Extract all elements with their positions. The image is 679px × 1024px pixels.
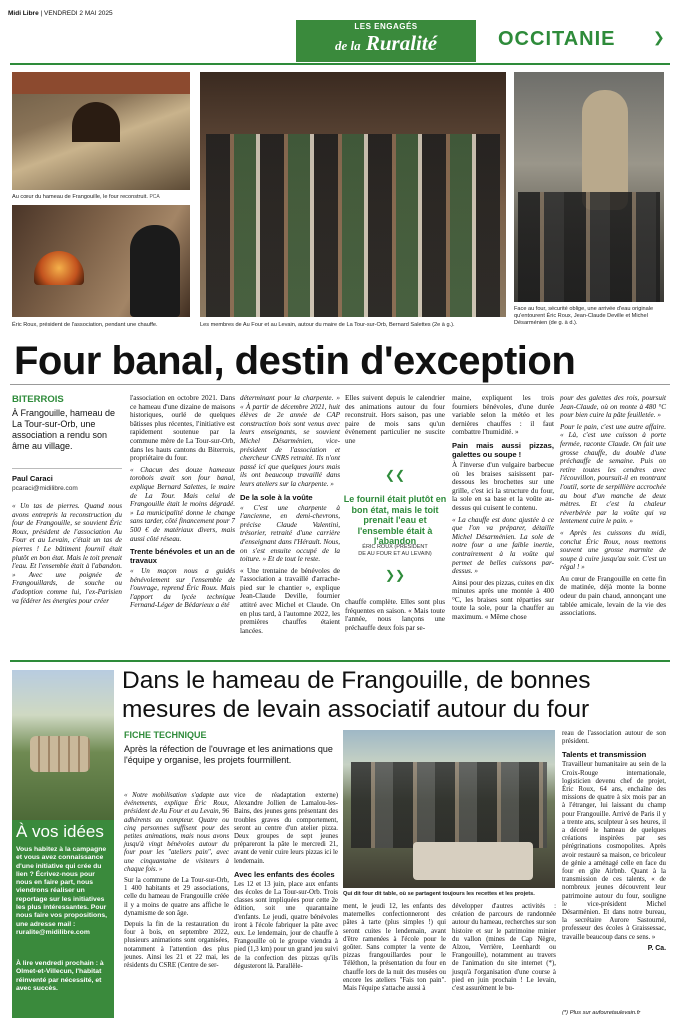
a2-col1-p3: Depuis la fin de la restauration du four à bois, en septembre 2022, plusieurs animations sont organisées, notamment à l'attention des plus jeunes. Ainsi les 21 et 22 mai, les résidents du CSRE (Centre de ser- — [124, 921, 229, 970]
oven-arch — [72, 102, 120, 142]
caption-photo1 — [12, 194, 192, 201]
col2-p3: « Un maçon nous a guidés bénévolement sur l'ensemble de l'ouvrage, reprend Éric Roux. Mais l'apport du lycée technique Fernand-Léger de Bédarieux a été — [130, 567, 235, 610]
col3-subhead: De la sole à la voûte — [240, 492, 313, 502]
article1-title: Four banal, destin d'exception — [14, 339, 576, 383]
col4-p1: Elles suivent depuis le calendrier des animations autour du four reconstruit. Hors saison, pas une paire de mois sans qu'un évènement particulier ne suscite une — [345, 394, 445, 445]
col2-p2: « Chacun des douze hameaux torobois avait son four banal, explique Bernard Salettes, le maire de La Tour. Mais celui de Frangouille était le moins dégradé. » La municipalité donne le change sans tarder, côté financement pour 7 500 € de matériaux divers, mais aussi côté réseau. — [130, 465, 235, 543]
village-houses — [30, 736, 90, 772]
col3-p2: « C'est une charpente à l'ancienne, en demi-chevrons, précise Claude Valentini, trésorier, retraité d'une carrière d'enseignant dans l'Hérault. Nous, on s'est ensuite occupé de la toiture. » Et de tout le reste. — [240, 503, 340, 564]
caption-photo2: Éric Roux, président de l'association, pendant une chauffe. — [12, 322, 158, 328]
article1-lede: À Frangouille, hameau de La Tour-sur-Orb, une association a rendu son âme au village. — [12, 408, 116, 451]
article1-col1 — [12, 502, 122, 608]
sidebar-text: Vous habitez à la campagne et vous avez connaissance d'une initiative qui crée du lien ? Écrivez-nous pour nous en faire part, nous viendrons réaliser un reportage sur les initiatives les plus intéressantes. Pour nous faire vos propositions, une adresse mail : ruralite@midilibre.com — [16, 846, 108, 936]
sidebar-next: À lire vendredi prochain : à Olmet-et-Villecun, l'habitat réinventé par nécessité, et avec succès. — [16, 960, 104, 992]
article1-col6 — [560, 394, 666, 621]
issue-date: VENDREDI 2 MAI 2025 — [44, 10, 113, 17]
sep: | — [40, 10, 45, 17]
a2-col5-sign: P. Ca. — [647, 944, 666, 952]
a2-col5-p2: Travailleur humanitaire au sein de la Croix-Rouge internationale, logisticien devenu chef de projet, Éric Roux, 64 ans, enchaîne des missions de quatre à six mois par an à l'étranger, lui laissant du champ pour Frangouille. Arrivé de Paris il y a trente ans, sculpteur à ses heures, il a décoré le hameau de quelques créations inspirées par ses pérégrinations cosmopolites. Après avoir restauré sa maison, ce bricoleur de génie a aménagé celle en face du four en gîte Airbnb. Quant à la transmission de ces talents, « de nombreux jeunes découvrent leur patrimoine autour du four, souligne le vice-président Michel Désarménien. Et dans notre bureau, la secrétaire Aurore Sastourné, professeur des écoles à Graissessac, travaille beaucoup dans ce sens. » — [562, 761, 666, 941]
col4-p2: chauffe complète. Elles sont plus fréquentes en saison. « Mais toute l'année, nous lançons une préchauffe deux fois par se- — [345, 598, 445, 632]
article2-kicker: FICHE TECHNIQUE — [124, 730, 207, 740]
col2-subhead: Trente bénévoles et un an de travaux — [130, 547, 235, 566]
region-arrow-icon: ❯ — [653, 29, 665, 45]
caption-table: Qui dit four dit table, où se partagent toujours les recettes et les projets. — [343, 891, 535, 897]
article1-email[interactable]: pcaraci@midilibre.com — [12, 485, 78, 492]
sidebar-village-photo — [12, 670, 114, 820]
col6-p4: Au cœur de Frangouille en cette fin de matinée, déjà monte la bonne odeur du pain chaud, annonçant une tablée amicale, levain de la vie des associations. — [560, 574, 666, 618]
caption-photo4: Face au four, sécurité oblige, une arrivée d'eau originale qu'entourent Éric Roux, Jean-Claude Deville et Michel Désarménien (de g. à d.). — [514, 306, 654, 326]
person-silhouette — [130, 225, 180, 317]
article1-col2 — [130, 394, 235, 613]
article1-col4-top — [345, 394, 445, 449]
logo-de-la: de la — [334, 38, 361, 53]
group-people — [206, 134, 500, 317]
col5-p1: maine, expliquent les trois fourniers bénévoles, d'une durée variable selon la météo et les dernières chauffes : il faut combattre l'humidité. » — [452, 394, 554, 437]
col5-subhead: Pain mais aussi pizzas, galettes ou soupe ! — [452, 440, 554, 459]
pullquote-source — [343, 544, 447, 557]
col6-p3: « Après les cuissons du midi, conclut Éric Roux, nous mettons souvent une grosse marmite de soupe à cuire jusqu'au soir. C'est un régal ! » — [560, 528, 666, 572]
article1-col3 — [240, 394, 340, 638]
a2-col2-subhead: Avec les enfants des écoles — [234, 869, 335, 879]
a2-col2-p2: Les 12 et 13 juin, place aux enfants des écoles de La Tour-sur-Orb. Trois classes sont impliquées pour cette 2e édition, soit une quarantaine d'enfants. Le jeudi, quatre bénévoles iront à l'école fabriquer la pâte avec eux. Le lendemain, jour de chauffe à Frangouille où le groupe viendra à pied (1,3 km) pour un grand jeu suivi de la confection des pizzas qu'ils dégusteront là. Parallèle- — [234, 880, 338, 970]
article2-footnote[interactable]: (*) Plus sur aufouretaulevain.fr — [562, 1010, 641, 1016]
section-divider — [10, 660, 670, 662]
pullquote: Le fournil était plutôt en bon état, mais le toit prenait l'eau et l'ensemble était à l'abandon — [343, 494, 447, 546]
article1-author: Paul Caraci — [12, 474, 53, 483]
caption-photo3: Les membres de Au Four et au Levain, autour du maire de La Tour-sur-Orb, Bernard Salettes (2e à g.). — [200, 322, 455, 328]
caption1-text: Au cœur du hameau de Frangouille, le four reconstruit. — [12, 194, 148, 200]
logo-main: Ruralité — [365, 31, 438, 55]
pullquote-arrow2-icon: ❯❯ — [385, 568, 406, 582]
header-rule — [10, 63, 670, 65]
article2-col2 — [234, 792, 338, 974]
article1-kicker: BITERROIS — [12, 394, 64, 405]
a2-col1-p2: Sur la commune de La Tour-sur-Orb, 1 400 habitants et 29 associations, celle du hameau de Frangouille créée il y a moins de quatre ans affiche le dynamisme de son âge. — [124, 877, 229, 917]
article2-col1 — [124, 792, 229, 973]
pullquote-src1: ÉRIC ROUX (PRÉSIDENT — [362, 544, 428, 550]
photo-arrivee-eau — [514, 72, 664, 302]
article1-col5 — [452, 394, 554, 625]
col6-p1: pour des galettes des rois, poursuit Jean-Claude, où on monte à 480 °C pour bien cuire la pâte feuilletée. » — [560, 394, 666, 420]
a2-col5-subhead: Talents et transmission — [562, 750, 647, 760]
a2-col3-p1: ment, le jeudi 12, les enfants des maternelles confectionneront des pâtes à tarte (plus simples !) qui seront cuites le lendemain, avant d'être ramenées à l'école pour le goûter. Sans compter la vente de pizzas frangouillardes pour le Téléthon, la présentation du four en chauffe lors de la nuit des musées ou encore les ateliers "Fais ton pain". Mais l'équipe s'attache aussi à — [343, 903, 446, 993]
header-paper — [8, 10, 113, 17]
col5-p3: « La chauffe est donc ajustée à ce que l'on va préparer, détaille Michel Désarménien. La sole de notre four a une faible inertie, contrairement à la voûte qui permet de belles cuissons par-dessus. » — [452, 515, 554, 576]
region-label: OCCITANIE — [498, 28, 616, 50]
article2-col4 — [452, 903, 556, 996]
article2-col3 — [343, 903, 446, 996]
logo-top: LES ENGAGÉS — [354, 22, 418, 31]
pullquote-src2: DE AU FOUR ET AU LEVAIN) — [358, 550, 432, 557]
article2-lede: Après la réfection de l'ouvrage et les animations que l'équipe y organise, les projets fourmillent. — [124, 744, 333, 765]
table-surface — [413, 842, 533, 880]
logo-main-line — [296, 31, 476, 58]
paper-name: Midi Libre — [8, 10, 39, 17]
photo-table-projets — [343, 730, 555, 888]
sidebar-title: À vos idées — [16, 822, 104, 841]
roof-shape — [12, 72, 190, 94]
sidebar-box — [12, 670, 114, 1018]
article1-rule — [10, 384, 670, 385]
col3-p3: « Une trentaine de bénévoles de l'association a travaillé d'arrache-pied sur le chantier », explique Jean-Claude Deville, fournier attitré avec Michel et Claude. On en plus tard, à l'automne 2022, les premières chauffes étaient lancées. — [240, 566, 340, 635]
a2-col4-p1: développer d'autres activités : création de parcours de randonnée autour du hameau, recherches sur son histoire et sur le patrimoine minier du vallon (mines de Cap Nègre, Alzou, Verrière, Leenhardt ou Frangouille), notamment au travers de l'animation du site internet (*), jusqu'à l'organisation d'une course à pied en juin prochain ! Le levain, c'est assurément le bu- — [452, 903, 556, 993]
col1-text: « Un tas de pierres. Quand nous avons entrepris la reconstruction du four de Frangouille, se souvient Éric Roux, président de l'association Au Four et au Levain, c'était un tas de pierres ! Le bâtiment fournil était plutôt en bon état. Mais le toit prenait l'eau. Et l'ensemble était à l'abandon. » Avec une poignée de Frangouillards, de souche ou d'adoption comme lui, l'ex-Parisien va fédérer les énergies pour créer — [12, 502, 122, 605]
table-people — [351, 762, 547, 848]
col6-p2: Pour le pain, c'est une autre affaire. « Là, c'est une cuisson à porte fermée, raconte Claude. On fait une grosse chauffe, du double d'une préchauffe de semaine. Puis on retire toutes les cendres avec l'écouvillon, poursuit-il en montrant l'outil, sorte de serpillière accrochée au bout d'un manche de deux mètres. Et c'est la chaleur réverbérée par la voûte qui va lentement cuire le pain. » — [560, 422, 666, 526]
col2-p1: l'association en octobre 2021. Dans ce hameau d'une dizaine de maisons historiques, ourlé de quelques bâtisses plus récentes, l'initiative est rapidement soutenue par la commune mère de La Tour-sur-Orb, dans les hauts cantons du Biterrois, propriétaire du four. — [130, 394, 235, 463]
photo-four-reconstruit — [12, 72, 190, 190]
col3-p1: déterminant pour la charpente. » « À partir de décembre 2021, huit élèves de 2e année de CAP construction bois sont venus avec leurs enseignants, se souvient Michel Désarménien, vice-président de l'association et chercheur CNRS retraité. Ils n'ont passé ici que quelques jours mais ils ont beaucoup travaillé dans leurs ateliers sur la charpente. » — [240, 394, 340, 488]
photo-eric-roux — [12, 205, 190, 317]
pullquote-arrow-icon: ❮❮ — [385, 468, 406, 482]
col5-p4: Ainsi pour des pizzas, cuites en dix minutes après une montée à 400 °C, les braises sont réparties sur toute la sole, pour la chauffer au maximum. « Même chose — [452, 578, 554, 622]
col5-p2: À l'inverse d'un vulgaire barbecue où les braises saisissent par-dessous les brochettes sur une grille, c'est ici la structure du four, la sole en sa base et la voûte au-dessus qui cuisent le contenu. — [452, 460, 554, 512]
rurality-logo — [296, 20, 476, 62]
lede-rule — [12, 468, 122, 469]
a2-col2-p1: vice de réadaptation externe) Alexandre Jollien de Lamalou-les-Bains, des jeunes gens présentant des troubles graves du comportement, seront au centre d'un atelier pizza. Deux groupes de sept jeunes prépareront la pâte le mercredi 21, avant de venir cuire leurs pizzas ici le lendemain. — [234, 792, 338, 865]
article2-col5 — [562, 730, 666, 956]
article2-title: Dans le hameau de Frangouille, de bonnes mesures de levain associatif autour du four — [122, 667, 591, 723]
a2-col5-p1: reau de l'association autour de son président. — [562, 730, 666, 746]
photo-membres-association — [200, 72, 506, 317]
a2-col1-p1: « Notre mobilisation s'adapte aux événements, explique Éric Roux, président de Au Four et au Levain, 96 adhérents au compteur. Quatre ou cinq personnes suffisent pour des petites animations, mais nous avons jusqu'à vingt bénévoles autour du four pour les "ateliers pain", avec une cinquantaine de visiteurs à chaque fois. » — [124, 792, 229, 873]
fire-glow — [34, 251, 84, 285]
article1-col4-bottom — [345, 598, 445, 635]
three-men — [518, 192, 660, 302]
caption1-credit: PCA — [149, 194, 160, 200]
